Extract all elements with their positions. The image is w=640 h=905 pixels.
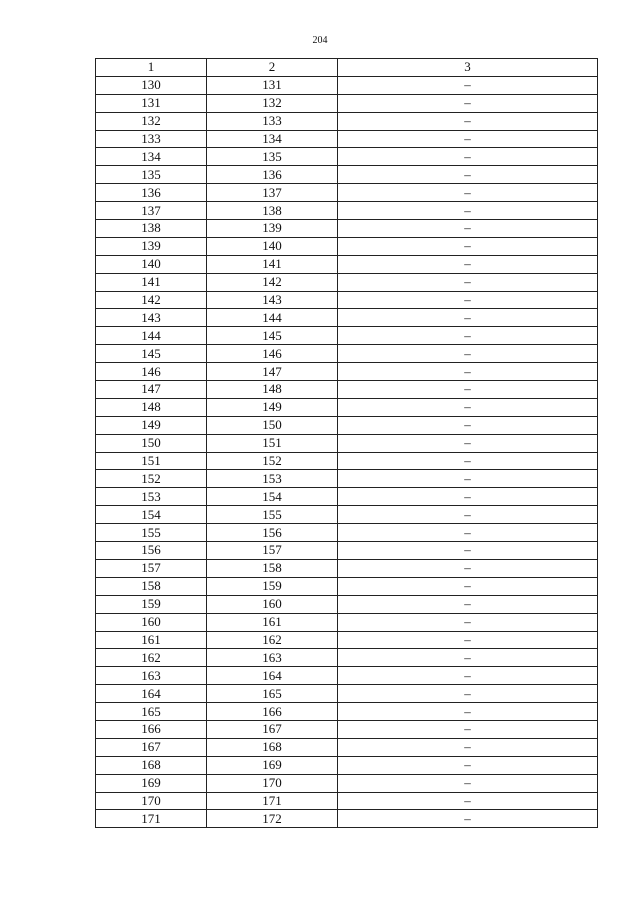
table-cell-col-2: 141 [207, 255, 338, 273]
table-cell-col-2: 150 [207, 416, 338, 434]
table-row [96, 220, 598, 238]
table-row [96, 685, 598, 703]
table-cell-col-3: – [338, 756, 598, 774]
table-cell-col-3: – [338, 738, 598, 756]
table-row [96, 184, 598, 202]
table-cell-col-3: – [338, 631, 598, 649]
table-row [96, 774, 598, 792]
table-row [96, 273, 598, 291]
table-cell-col-2: 169 [207, 756, 338, 774]
table-cell-col-2: 140 [207, 237, 338, 255]
table-cell-col-3: – [338, 506, 598, 524]
table-cell-col-2: 132 [207, 94, 338, 112]
table-cell-col-3: – [338, 76, 598, 94]
column-header-3: 3 [338, 59, 598, 77]
table-row [96, 577, 598, 595]
table-cell-col-2: 138 [207, 202, 338, 220]
table-row [96, 345, 598, 363]
table-cell-col-2: 162 [207, 631, 338, 649]
table-cell-col-3: – [338, 309, 598, 327]
table-row [96, 327, 598, 345]
table-cell-col-1: 162 [96, 649, 207, 667]
table-row [96, 667, 598, 685]
table-cell-col-3: – [338, 434, 598, 452]
table-cell-col-3: – [338, 720, 598, 738]
table-cell-col-2: 160 [207, 595, 338, 613]
table-cell-col-1: 139 [96, 237, 207, 255]
table-row [96, 524, 598, 542]
table-row [96, 237, 598, 255]
table-cell-col-1: 154 [96, 506, 207, 524]
table-cell-col-1: 148 [96, 398, 207, 416]
table-cell-col-1: 170 [96, 792, 207, 810]
column-header-1: 1 [96, 59, 207, 77]
table-cell-col-2: 163 [207, 649, 338, 667]
table-cell-col-1: 166 [96, 720, 207, 738]
table-cell-col-1: 137 [96, 202, 207, 220]
table-row [96, 452, 598, 470]
table-cell-col-2: 142 [207, 273, 338, 291]
table-cell-col-2: 149 [207, 398, 338, 416]
table-cell-col-2: 144 [207, 309, 338, 327]
table-row [96, 631, 598, 649]
table-cell-col-3: – [338, 649, 598, 667]
table-cell-col-2: 171 [207, 792, 338, 810]
table-cell-col-3: – [338, 345, 598, 363]
table-cell-col-1: 163 [96, 667, 207, 685]
table-cell-col-1: 144 [96, 327, 207, 345]
table-row [96, 613, 598, 631]
table-cell-col-1: 133 [96, 130, 207, 148]
table-cell-col-2: 167 [207, 720, 338, 738]
table-cell-col-2: 165 [207, 685, 338, 703]
table-cell-col-2: 145 [207, 327, 338, 345]
table-cell-col-2: 156 [207, 524, 338, 542]
table-cell-col-1: 132 [96, 112, 207, 130]
page-number: 204 [312, 35, 328, 46]
table-cell-col-2: 155 [207, 506, 338, 524]
table-cell-col-2: 133 [207, 112, 338, 130]
table-row [96, 94, 598, 112]
table-row [96, 434, 598, 452]
table-cell-col-1: 159 [96, 595, 207, 613]
table-body [96, 76, 598, 827]
table-row [96, 381, 598, 399]
table-cell-col-2: 152 [207, 452, 338, 470]
table-cell-col-1: 155 [96, 524, 207, 542]
table-cell-col-3: – [338, 112, 598, 130]
table-cell-col-3: – [338, 166, 598, 184]
table-cell-col-2: 158 [207, 559, 338, 577]
table-cell-col-3: – [338, 559, 598, 577]
table-cell-col-2: 139 [207, 220, 338, 238]
table-cell-col-1: 168 [96, 756, 207, 774]
table-cell-col-3: – [338, 148, 598, 166]
table-cell-col-2: 135 [207, 148, 338, 166]
table-cell-col-3: – [338, 810, 598, 828]
table-cell-col-1: 130 [96, 76, 207, 94]
table-cell-col-1: 146 [96, 363, 207, 381]
table-cell-col-3: – [338, 184, 598, 202]
table-cell-col-2: 151 [207, 434, 338, 452]
table-cell-col-3: – [338, 327, 598, 345]
table-row [96, 166, 598, 184]
table-cell-col-3: – [338, 577, 598, 595]
table-cell-col-1: 138 [96, 220, 207, 238]
table-cell-col-2: 146 [207, 345, 338, 363]
table-cell-col-1: 151 [96, 452, 207, 470]
table-cell-col-2: 154 [207, 488, 338, 506]
table-cell-col-1: 160 [96, 613, 207, 631]
table-cell-col-1: 169 [96, 774, 207, 792]
table-cell-col-1: 165 [96, 703, 207, 721]
header-row [96, 59, 598, 77]
table-cell-col-3: – [338, 94, 598, 112]
table-cell-col-1: 145 [96, 345, 207, 363]
table-cell-col-2: 164 [207, 667, 338, 685]
table-cell-col-3: – [338, 398, 598, 416]
table-cell-col-1: 171 [96, 810, 207, 828]
table-row [96, 76, 598, 94]
table-cell-col-3: – [338, 130, 598, 148]
table-cell-col-3: – [338, 363, 598, 381]
table-cell-col-1: 140 [96, 255, 207, 273]
table-cell-col-1: 134 [96, 148, 207, 166]
table-cell-col-3: – [338, 416, 598, 434]
table-row [96, 130, 598, 148]
table-cell-col-3: – [338, 291, 598, 309]
table-cell-col-3: – [338, 524, 598, 542]
data-table [95, 58, 598, 828]
table-row [96, 559, 598, 577]
table-cell-col-3: – [338, 255, 598, 273]
table-cell-col-2: 136 [207, 166, 338, 184]
table-cell-col-3: – [338, 542, 598, 560]
table-cell-col-2: 161 [207, 613, 338, 631]
table-cell-col-1: 142 [96, 291, 207, 309]
table-cell-col-3: – [338, 237, 598, 255]
table-cell-col-1: 152 [96, 470, 207, 488]
table-cell-col-3: – [338, 774, 598, 792]
table-cell-col-1: 158 [96, 577, 207, 595]
table-cell-col-2: 134 [207, 130, 338, 148]
table-cell-col-1: 167 [96, 738, 207, 756]
table-cell-col-1: 153 [96, 488, 207, 506]
table-cell-col-3: – [338, 381, 598, 399]
table-cell-col-2: 157 [207, 542, 338, 560]
table-row [96, 810, 598, 828]
table-cell-col-3: – [338, 685, 598, 703]
table-cell-col-1: 136 [96, 184, 207, 202]
table-row [96, 506, 598, 524]
table-cell-col-3: – [338, 703, 598, 721]
table-row [96, 148, 598, 166]
table-cell-col-3: – [338, 202, 598, 220]
table-cell-col-2: 159 [207, 577, 338, 595]
table-row [96, 363, 598, 381]
table-cell-col-2: 166 [207, 703, 338, 721]
table-cell-col-3: – [338, 452, 598, 470]
table-cell-col-3: – [338, 273, 598, 291]
table-row [96, 595, 598, 613]
table-cell-col-3: – [338, 613, 598, 631]
table-cell-col-2: 137 [207, 184, 338, 202]
table-cell-col-1: 149 [96, 416, 207, 434]
table-cell-col-1: 135 [96, 166, 207, 184]
table-cell-col-1: 131 [96, 94, 207, 112]
table-cell-col-3: – [338, 667, 598, 685]
column-header-2: 2 [207, 59, 338, 77]
table-cell-col-3: – [338, 470, 598, 488]
table-cell-col-2: 148 [207, 381, 338, 399]
table-row [96, 309, 598, 327]
table-cell-col-1: 143 [96, 309, 207, 327]
table-cell-col-1: 156 [96, 542, 207, 560]
table-cell-col-2: 147 [207, 363, 338, 381]
table-row [96, 202, 598, 220]
table-cell-col-3: – [338, 220, 598, 238]
table-row [96, 488, 598, 506]
table-cell-col-3: – [338, 488, 598, 506]
table-cell-col-1: 161 [96, 631, 207, 649]
table-row [96, 112, 598, 130]
table-row [96, 703, 598, 721]
table-row [96, 542, 598, 560]
table-row [96, 470, 598, 488]
table-cell-col-2: 131 [207, 76, 338, 94]
table-cell-col-3: – [338, 792, 598, 810]
table-row [96, 398, 598, 416]
table-row [96, 756, 598, 774]
table-cell-col-3: – [338, 595, 598, 613]
table-row [96, 649, 598, 667]
table-cell-col-1: 150 [96, 434, 207, 452]
table-header [96, 59, 598, 77]
table-row [96, 720, 598, 738]
table-row [96, 255, 598, 273]
table-row [96, 416, 598, 434]
table-cell-col-2: 153 [207, 470, 338, 488]
table-row [96, 738, 598, 756]
table-cell-col-1: 164 [96, 685, 207, 703]
table-cell-col-2: 143 [207, 291, 338, 309]
table-cell-col-1: 141 [96, 273, 207, 291]
table-cell-col-2: 172 [207, 810, 338, 828]
table-cell-col-2: 170 [207, 774, 338, 792]
table-row [96, 291, 598, 309]
table-cell-col-1: 157 [96, 559, 207, 577]
table-cell-col-1: 147 [96, 381, 207, 399]
table-cell-col-2: 168 [207, 738, 338, 756]
table-row [96, 792, 598, 810]
